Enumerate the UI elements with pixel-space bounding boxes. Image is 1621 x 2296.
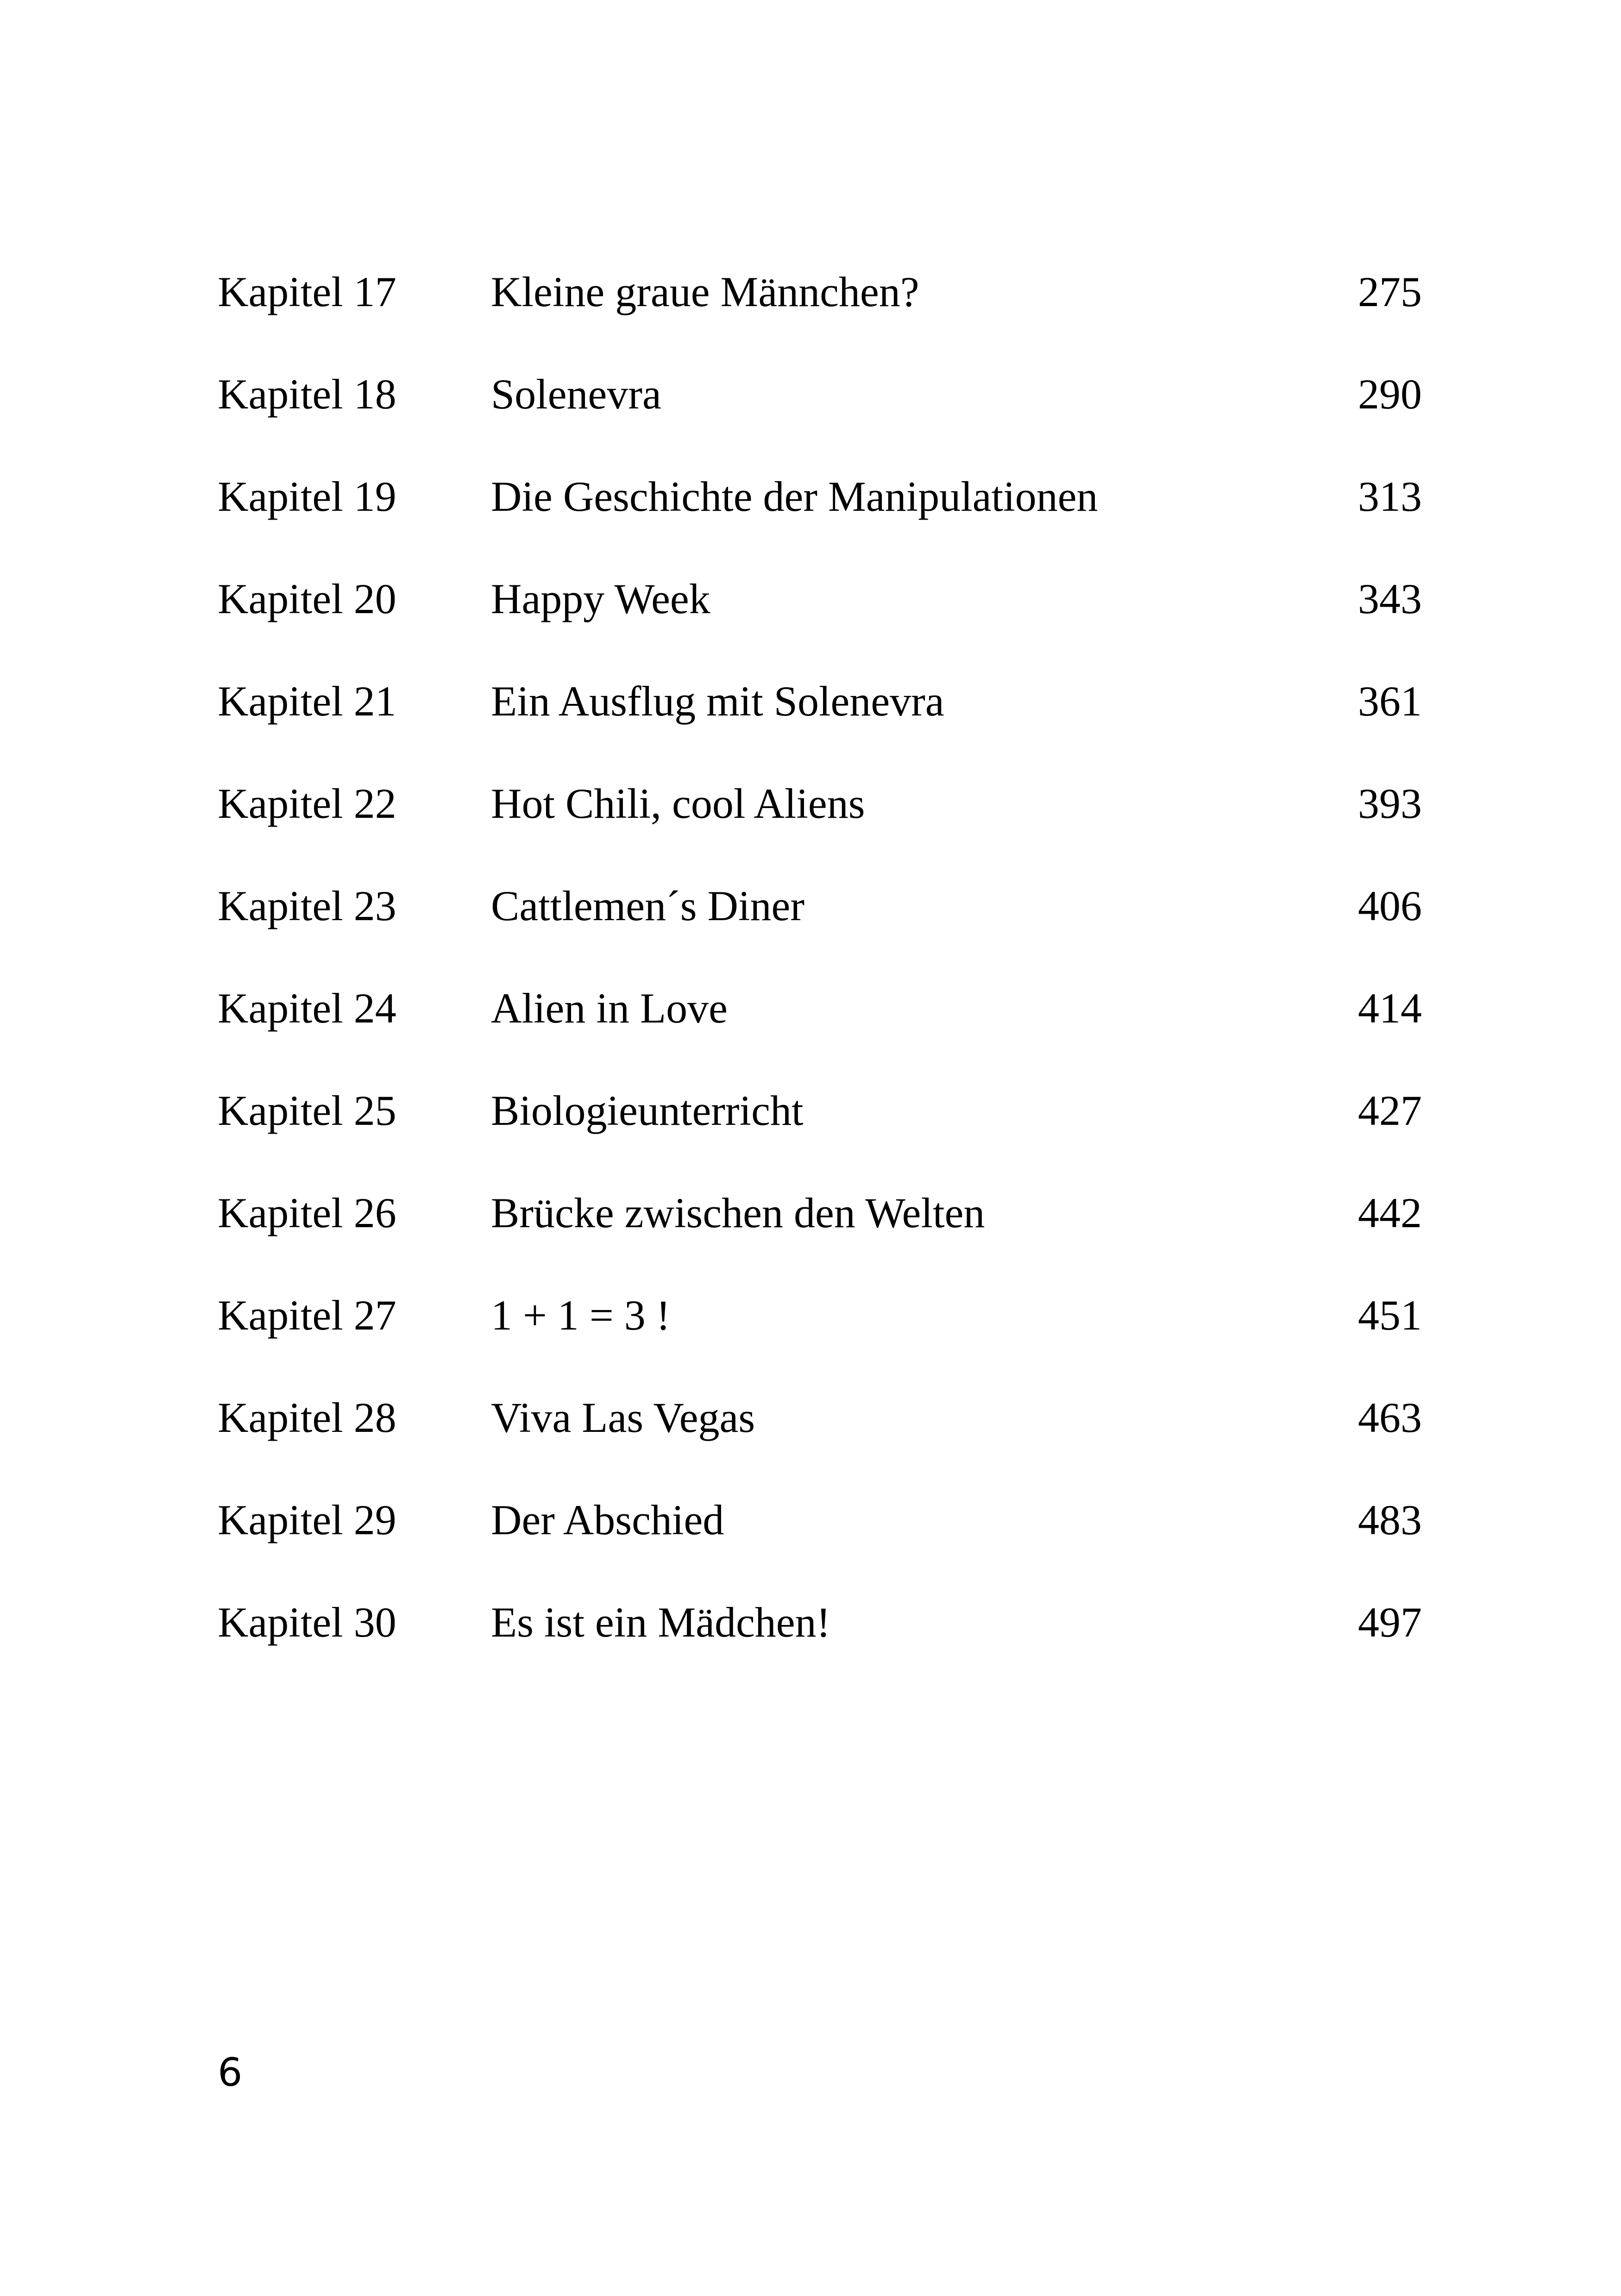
- chapter-page: 414: [1358, 985, 1422, 1032]
- chapter-page: 497: [1358, 1599, 1422, 1646]
- chapter-page: 463: [1358, 1394, 1422, 1441]
- chapter-page: 275: [1358, 268, 1422, 315]
- toc-entry: [218, 1385, 1422, 1487]
- toc-entry: [218, 873, 1422, 976]
- chapter-number: Kapitel 28: [218, 1394, 396, 1441]
- toc-entry: [218, 1487, 1422, 1590]
- toc-entry: [218, 259, 1422, 362]
- chapter-title: Viva Las Vegas: [491, 1394, 755, 1441]
- toc-entry: [218, 976, 1422, 1078]
- chapter-title: 1 + 1 = 3 !: [491, 1292, 671, 1339]
- toc-entry: [218, 1078, 1422, 1180]
- toc-entry: [218, 771, 1422, 873]
- chapter-page: 313: [1358, 473, 1422, 520]
- chapter-title: Hot Chili, cool Aliens: [491, 780, 865, 827]
- chapter-number: Kapitel 25: [218, 1087, 396, 1134]
- chapter-title: Cattlemen´s Diner: [491, 882, 805, 929]
- toc-entry: [218, 566, 1422, 669]
- chapter-number: Kapitel 27: [218, 1292, 396, 1339]
- chapter-title: Der Abschied: [491, 1496, 724, 1543]
- chapter-title: Die Geschichte der Manipulationen: [491, 473, 1098, 520]
- chapter-title: Biologieunterricht: [491, 1087, 804, 1134]
- chapter-page: 393: [1358, 780, 1422, 827]
- chapter-number: Kapitel 18: [218, 370, 396, 418]
- chapter-page: 343: [1358, 575, 1422, 622]
- table-of-contents: [218, 259, 1422, 1692]
- chapter-title: Alien in Love: [491, 985, 728, 1032]
- chapter-title: Happy Week: [491, 575, 710, 622]
- chapter-page: 427: [1358, 1087, 1422, 1134]
- chapter-title: Brücke zwischen den Welten: [491, 1189, 985, 1236]
- chapter-number: Kapitel 23: [218, 882, 396, 929]
- chapter-page: 406: [1358, 882, 1422, 929]
- toc-entry: [218, 1283, 1422, 1385]
- chapter-page: 442: [1358, 1189, 1422, 1236]
- chapter-number: Kapitel 17: [218, 268, 396, 315]
- chapter-title: Es ist ein Mädchen!: [491, 1599, 831, 1646]
- chapter-page: 361: [1358, 678, 1422, 725]
- chapter-number: Kapitel 29: [218, 1496, 396, 1543]
- chapter-number: Kapitel 26: [218, 1189, 396, 1236]
- chapter-number: Kapitel 21: [218, 678, 396, 725]
- toc-entry: [218, 669, 1422, 771]
- toc-entry: [218, 464, 1422, 566]
- chapter-number: Kapitel 22: [218, 780, 396, 827]
- chapter-page: 290: [1358, 370, 1422, 418]
- chapter-title: Kleine graue Männchen?: [491, 268, 919, 315]
- chapter-title: Solenevra: [491, 370, 661, 418]
- chapter-title: Ein Ausflug mit Solenevra: [491, 678, 944, 725]
- toc-entry: [218, 362, 1422, 464]
- chapter-number: Kapitel 20: [218, 575, 396, 622]
- toc-entry: [218, 1590, 1422, 1692]
- toc-entry: [218, 1180, 1422, 1283]
- chapter-number: Kapitel 24: [218, 985, 396, 1032]
- chapter-number: Kapitel 19: [218, 473, 396, 520]
- chapter-page: 451: [1358, 1292, 1422, 1339]
- page-number: 6: [218, 2050, 243, 2095]
- chapter-page: 483: [1358, 1496, 1422, 1543]
- chapter-number: Kapitel 30: [218, 1599, 396, 1646]
